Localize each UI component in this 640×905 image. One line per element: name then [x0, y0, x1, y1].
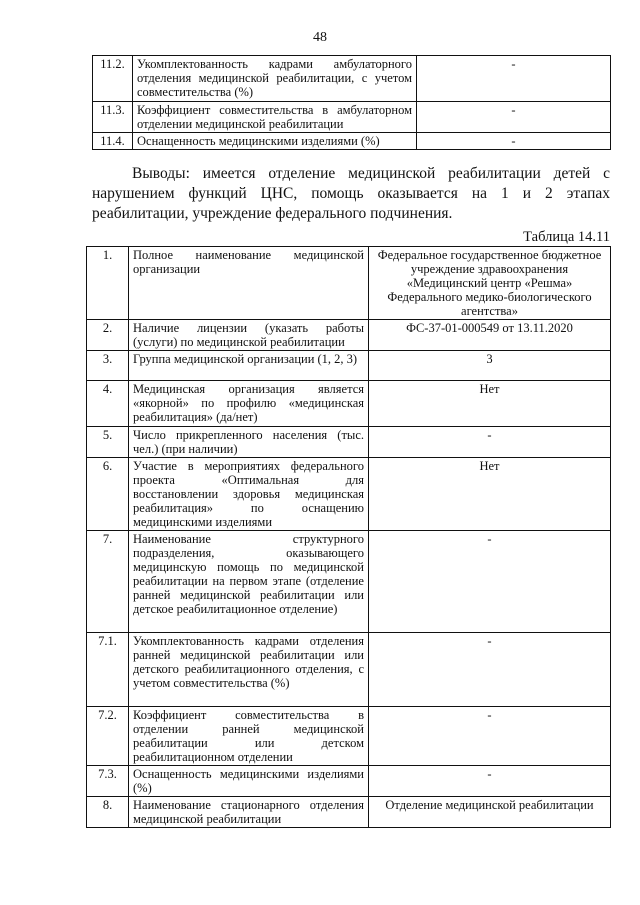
table-row — [87, 458, 611, 531]
table-row — [87, 797, 611, 828]
table-row — [87, 320, 611, 351]
row-indicator: Медицинская организация является «якорной» по профилю «медицинская реабилитация» (да/нет) — [129, 381, 369, 427]
row-indicator: Наименование структурного подразделения, оказывающего медицинскую помощь по медицинской реабилитации на первом этапе (отделение ранней медицинской реабилитации или детское реабилитационное отделение) — [129, 531, 369, 633]
row-value: - — [369, 427, 611, 458]
row-indicator: Число прикрепленного населения (тыс. чел.) (при наличии) — [129, 427, 369, 458]
row-value: Нет — [369, 458, 611, 531]
row-indicator: Укомплектованность кадрами отделения ранней медицинской реабилитации или детского реабилитационного отделения, с учетом совместительства (%) — [129, 633, 369, 707]
row-value: - — [417, 133, 611, 150]
row-number: 5. — [87, 427, 129, 458]
row-number: 1. — [87, 247, 129, 320]
row-indicator: Наименование стационарного отделения медицинской реабилитации — [129, 797, 369, 828]
table-row — [93, 102, 611, 133]
row-value: - — [417, 102, 611, 133]
page-number: 48 — [313, 30, 327, 45]
indicators-table-continued — [92, 55, 611, 150]
table-row — [87, 531, 611, 633]
table-caption: Таблица 14.11 — [523, 229, 610, 245]
table-row — [87, 247, 611, 320]
row-value: Нет — [369, 381, 611, 427]
row-number: 7.3. — [87, 766, 129, 797]
table-row — [87, 381, 611, 427]
table-row — [87, 351, 611, 381]
row-number: 7.1. — [87, 633, 129, 707]
row-value: - — [369, 531, 611, 633]
row-indicator: Коэффициент совместительства в амбулаторном отделении медицинской реабилитации — [133, 102, 417, 133]
row-number: 6. — [87, 458, 129, 531]
row-value: - — [369, 707, 611, 766]
row-value: 3 — [369, 351, 611, 381]
row-indicator: Полное наименование медицинской организации — [129, 247, 369, 320]
row-indicator: Участие в мероприятиях федерального проекта «Оптимальная для восстановлении здоровья медицинская реабилитация» по оснащению медицинскими изделиями — [129, 458, 369, 531]
row-indicator: Наличие лицензии (указать работы (услуги) по медицинской реабилитации — [129, 320, 369, 351]
row-value: Федеральное государственное бюджетное учреждение здравоохранения «Медицинский центр «Решма» Федерального медико-биологического агентства» — [369, 247, 611, 320]
row-number: 2. — [87, 320, 129, 351]
row-indicator: Оснащенность медицинскими изделиями (%) — [129, 766, 369, 797]
row-value: - — [369, 633, 611, 707]
row-number: 3. — [87, 351, 129, 381]
row-number: 8. — [87, 797, 129, 828]
organization-table — [86, 246, 611, 828]
row-indicator: Группа медицинской организации (1, 2, 3) — [129, 351, 369, 381]
row-number: 11.2. — [93, 56, 133, 102]
row-value: - — [417, 56, 611, 102]
row-indicator: Оснащенность медицинскими изделиями (%) — [133, 133, 417, 150]
row-number: 7.2. — [87, 707, 129, 766]
row-number: 4. — [87, 381, 129, 427]
row-indicator: Укомплектованность кадрами амбулаторного отделения медицинской реабилитации, с учетом совместительства (%) — [133, 56, 417, 102]
row-number: 11.4. — [93, 133, 133, 150]
table-row — [93, 133, 611, 150]
table-row — [87, 707, 611, 766]
row-value: Отделение медицинской реабилитации — [369, 797, 611, 828]
table-row — [87, 427, 611, 458]
row-value: - — [369, 766, 611, 797]
table-row — [87, 633, 611, 707]
row-number: 7. — [87, 531, 129, 633]
table-row — [93, 56, 611, 102]
conclusion-paragraph: Выводы: имеется отделение медицинской реабилитации детей с нарушением функций ЦНС, помощь оказывается на 1 и 2 этапах реабилитации, учреждение федерального подчинения. — [92, 165, 610, 222]
table-row — [87, 766, 611, 797]
row-indicator: Коэффициент совместительства в отделении ранней медицинской реабилитации или детском реабилитационном отделении — [129, 707, 369, 766]
row-number: 11.3. — [93, 102, 133, 133]
row-value: ФС-37-01-000549 от 13.11.2020 — [369, 320, 611, 351]
